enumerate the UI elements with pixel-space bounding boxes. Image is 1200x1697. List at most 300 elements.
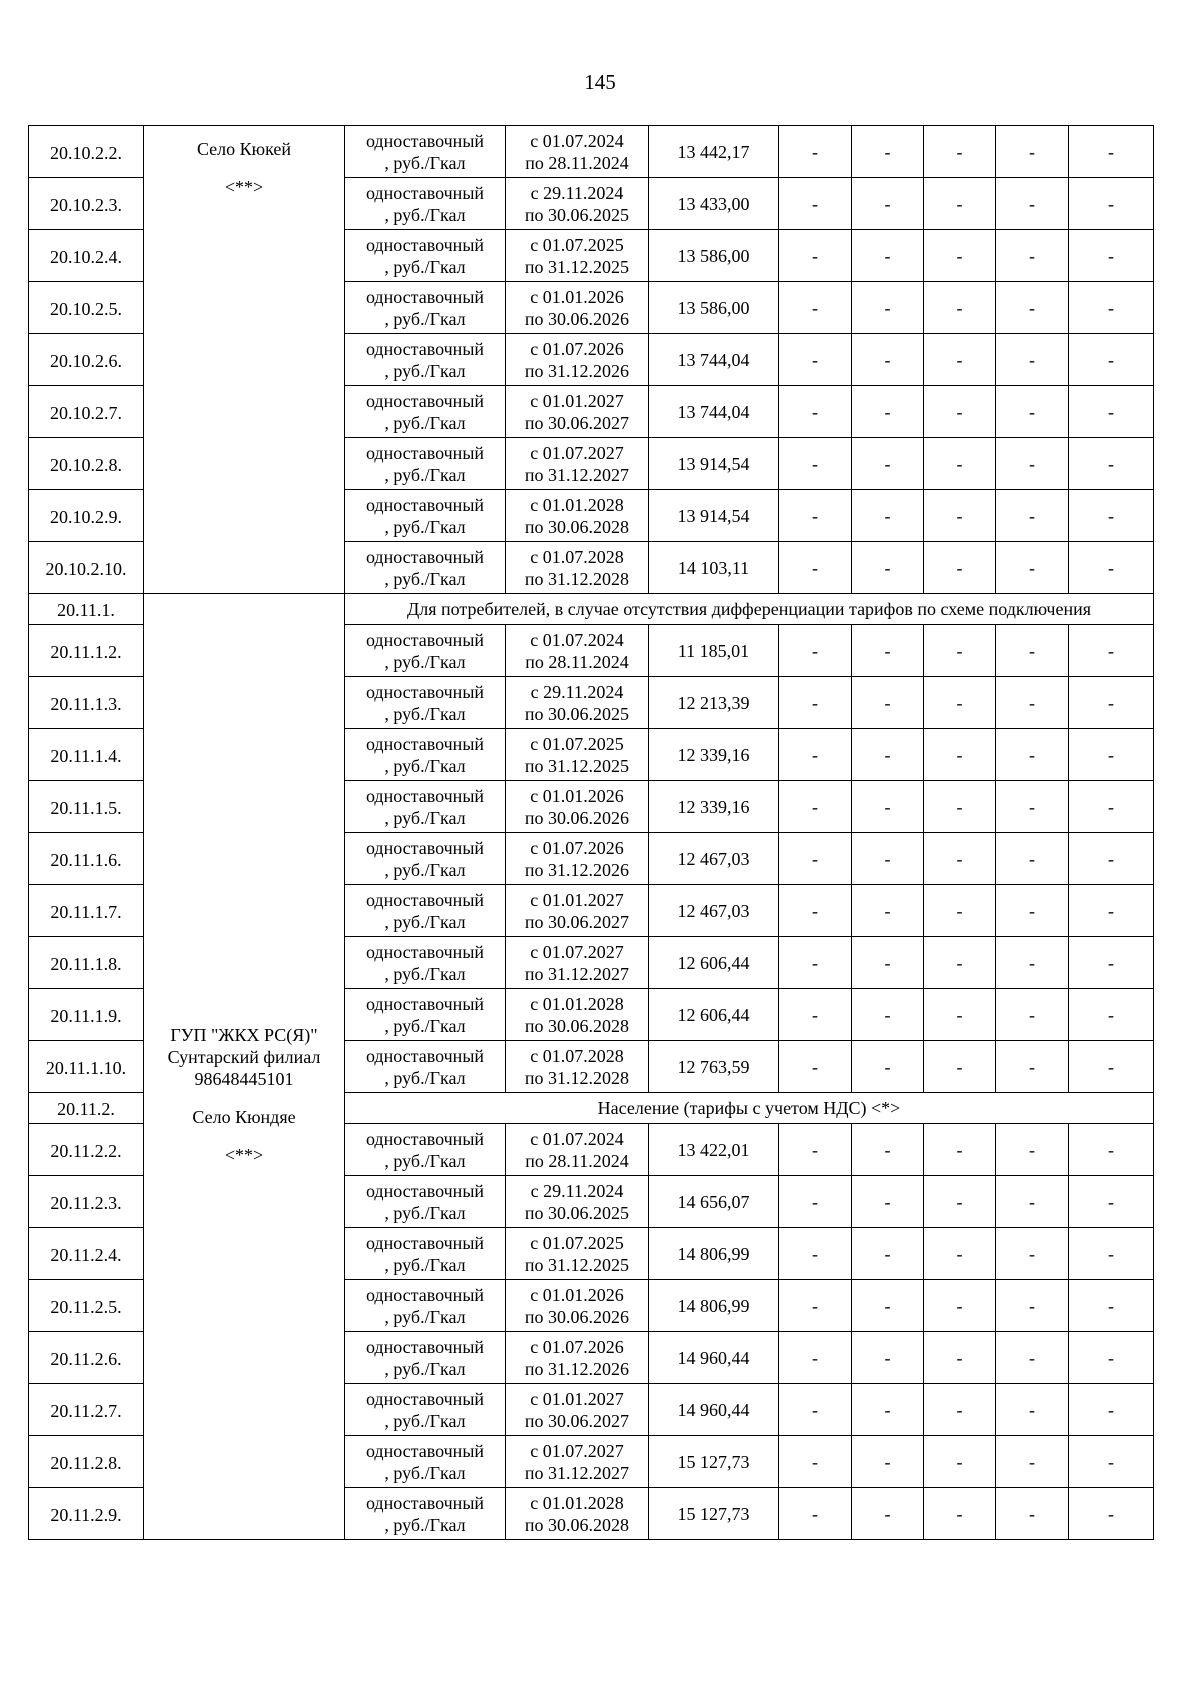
tariff-type (345, 677, 506, 729)
period-end: по 30.06.2028 (524, 516, 630, 537)
row-code: 20.10.2.3. (29, 178, 144, 230)
empty-value-dash: - (924, 833, 996, 885)
empty-value-dash: - (779, 1436, 852, 1488)
validity-period (506, 989, 649, 1041)
period-start: с 01.07.2025 (530, 733, 624, 754)
tariff-type-line2: , руб./Гкал (384, 859, 466, 880)
row-code: 20.10.2.4. (29, 230, 144, 282)
period-start: с 01.07.2026 (530, 837, 624, 858)
empty-value-dash: - (1069, 885, 1154, 937)
tariff-type-line2: , руб./Гкал (384, 1150, 466, 1171)
empty-value-dash: - (924, 885, 996, 937)
row-code: 20.10.2.2. (29, 126, 144, 178)
empty-value-dash: - (852, 1436, 924, 1488)
tariff-type (345, 126, 506, 178)
empty-value-dash: - (779, 989, 852, 1041)
tariff-type (345, 178, 506, 230)
period-start: с 01.07.2027 (530, 941, 624, 962)
period-end: по 31.12.2027 (524, 963, 630, 984)
tariff-type-line2: , руб./Гкал (384, 464, 466, 485)
period-start: с 01.01.2028 (530, 1492, 624, 1513)
tariff-type-line2: , руб./Гкал (384, 412, 466, 433)
row-code: 20.11.2.6. (29, 1332, 144, 1384)
empty-value-dash: - (996, 282, 1069, 334)
period-end: по 31.12.2027 (524, 464, 630, 485)
empty-value-dash: - (779, 1176, 852, 1228)
tariff-type (345, 781, 506, 833)
empty-value-dash: - (1069, 833, 1154, 885)
tariff-type-line1: одноставочный (365, 1388, 485, 1409)
row-code: 20.10.2.8. (29, 438, 144, 490)
table-row (29, 126, 1154, 178)
tariff-type (345, 386, 506, 438)
empty-value-dash: - (1069, 178, 1154, 230)
tariff-type-line2: , руб./Гкал (384, 651, 466, 672)
empty-value-dash: - (779, 1280, 852, 1332)
empty-value-dash: - (852, 833, 924, 885)
tariff-type (345, 1124, 506, 1176)
section-title: Население (тарифы с учетом НДС) <*> (345, 1093, 1154, 1124)
empty-value-dash: - (996, 1488, 1069, 1540)
tariff-value: 13 744,04 (649, 386, 779, 438)
period-end: по 31.12.2026 (524, 1358, 630, 1379)
empty-value-dash: - (1069, 230, 1154, 282)
period-end: по 30.06.2025 (524, 1202, 630, 1223)
empty-value-dash: - (1069, 126, 1154, 178)
period-end: по 30.06.2027 (524, 1410, 630, 1431)
footnote-mark: <**> (224, 1145, 264, 1165)
empty-value-dash: - (924, 1332, 996, 1384)
validity-period (506, 1041, 649, 1093)
empty-value-dash: - (996, 1436, 1069, 1488)
tariff-type-line1: одноставочный (365, 941, 485, 962)
validity-period (506, 230, 649, 282)
empty-value-dash: - (996, 178, 1069, 230)
empty-value-dash: - (924, 230, 996, 282)
period-end: по 30.06.2028 (524, 1514, 630, 1535)
period-end: по 31.12.2028 (524, 1067, 630, 1088)
empty-value-dash: - (852, 1041, 924, 1093)
tariff-type-line2: , руб./Гкал (384, 204, 466, 225)
period-start: с 01.07.2025 (530, 1232, 624, 1253)
tariff-type (345, 1488, 506, 1540)
validity-period (506, 781, 649, 833)
empty-value-dash: - (779, 781, 852, 833)
empty-value-dash: - (924, 1280, 996, 1332)
empty-value-dash: - (1069, 1176, 1154, 1228)
tariff-value: 14 960,44 (649, 1332, 779, 1384)
empty-value-dash: - (852, 989, 924, 1041)
period-end: по 31.12.2028 (524, 568, 630, 589)
empty-value-dash: - (852, 438, 924, 490)
empty-value-dash: - (1069, 334, 1154, 386)
empty-value-dash: - (852, 625, 924, 677)
empty-value-dash: - (779, 729, 852, 781)
empty-value-dash: - (996, 542, 1069, 594)
empty-value-dash: - (996, 126, 1069, 178)
tariff-type (345, 1384, 506, 1436)
tariff-value: 14 960,44 (649, 1384, 779, 1436)
validity-period (506, 833, 649, 885)
tariff-type-line1: одноставочный (365, 338, 485, 359)
org-oktmo: 98648445101 (194, 1069, 294, 1089)
row-code: 20.11.1.9. (29, 989, 144, 1041)
empty-value-dash: - (852, 1280, 924, 1332)
empty-value-dash: - (852, 781, 924, 833)
tariff-value: 12 467,03 (649, 885, 779, 937)
period-start: с 01.07.2024 (530, 1128, 624, 1149)
tariff-value: 11 185,01 (649, 625, 779, 677)
empty-value-dash: - (1069, 781, 1154, 833)
period-end: по 30.06.2026 (524, 807, 630, 828)
org-name: ГУП "ЖКХ РС(Я)" (170, 1025, 318, 1045)
period-start: с 01.07.2024 (530, 629, 624, 650)
validity-period (506, 1280, 649, 1332)
row-code: 20.11.1.5. (29, 781, 144, 833)
tariff-type-line2: , руб./Гкал (384, 755, 466, 776)
empty-value-dash: - (996, 1124, 1069, 1176)
empty-value-dash: - (1069, 542, 1154, 594)
row-code: 20.11.2.3. (29, 1176, 144, 1228)
empty-value-dash: - (996, 1384, 1069, 1436)
validity-period (506, 1488, 649, 1540)
tariff-value: 14 656,07 (649, 1176, 779, 1228)
empty-value-dash: - (1069, 438, 1154, 490)
empty-value-dash: - (852, 1228, 924, 1280)
tariff-type-line1: одноставочный (365, 889, 485, 910)
tariff-type-line1: одноставочный (365, 1128, 485, 1149)
tariff-type-line1: одноставочный (365, 1492, 485, 1513)
empty-value-dash: - (1069, 729, 1154, 781)
period-end: по 30.06.2025 (524, 703, 630, 724)
empty-value-dash: - (779, 490, 852, 542)
row-code: 20.11.2.4. (29, 1228, 144, 1280)
period-end: по 30.06.2028 (524, 1015, 630, 1036)
period-end: по 30.06.2026 (524, 1306, 630, 1327)
tariff-type (345, 833, 506, 885)
empty-value-dash: - (1069, 1436, 1154, 1488)
empty-value-dash: - (852, 1124, 924, 1176)
empty-value-dash: - (924, 334, 996, 386)
empty-value-dash: - (852, 386, 924, 438)
row-code: 20.11.2.8. (29, 1436, 144, 1488)
tariff-type-line2: , руб./Гкал (384, 516, 466, 537)
row-code: 20.10.2.7. (29, 386, 144, 438)
empty-value-dash: - (924, 625, 996, 677)
period-end: по 31.12.2025 (524, 1254, 630, 1275)
empty-value-dash: - (779, 885, 852, 937)
empty-value-dash: - (924, 386, 996, 438)
period-start: с 01.07.2028 (530, 546, 624, 567)
tariff-type-line1: одноставочный (365, 785, 485, 806)
empty-value-dash: - (924, 178, 996, 230)
tariff-value: 12 213,39 (649, 677, 779, 729)
tariff-value: 14 103,11 (649, 542, 779, 594)
tariff-value: 13 442,17 (649, 126, 779, 178)
empty-value-dash: - (779, 1041, 852, 1093)
validity-period (506, 438, 649, 490)
village-name: Село Кюндяе (192, 1107, 296, 1127)
village-name: Село Кюкей (196, 139, 292, 159)
tariff-type-line1: одноставочный (365, 442, 485, 463)
row-code: 20.11.1.3. (29, 677, 144, 729)
period-end: по 28.11.2024 (525, 1150, 629, 1171)
tariff-type-line1: одноставочный (365, 130, 485, 151)
period-start: с 01.01.2028 (530, 993, 624, 1014)
empty-value-dash: - (852, 729, 924, 781)
empty-value-dash: - (996, 729, 1069, 781)
tariff-type-line1: одноставочный (365, 681, 485, 702)
validity-period (506, 1176, 649, 1228)
row-code: 20.11.1.2. (29, 625, 144, 677)
row-code: 20.11.2.9. (29, 1488, 144, 1540)
period-start: с 01.01.2026 (530, 1284, 624, 1305)
tariff-type (345, 1436, 506, 1488)
empty-value-dash: - (924, 490, 996, 542)
tariff-type (345, 1228, 506, 1280)
empty-value-dash: - (1069, 989, 1154, 1041)
tariff-type-line2: , руб./Гкал (384, 1254, 466, 1275)
period-start: с 01.07.2027 (530, 442, 624, 463)
tariff-type (345, 490, 506, 542)
validity-period (506, 126, 649, 178)
tariff-type-line2: , руб./Гкал (384, 963, 466, 984)
empty-value-dash: - (996, 1332, 1069, 1384)
empty-value-dash: - (1069, 1280, 1154, 1332)
period-start: с 01.01.2028 (530, 494, 624, 515)
empty-value-dash: - (996, 386, 1069, 438)
period-end: по 31.12.2026 (524, 859, 630, 880)
validity-period (506, 1384, 649, 1436)
tariff-value: 14 806,99 (649, 1228, 779, 1280)
empty-value-dash: - (779, 625, 852, 677)
tariff-type (345, 230, 506, 282)
tariff-type-line1: одноставочный (365, 234, 485, 255)
empty-value-dash: - (779, 833, 852, 885)
empty-value-dash: - (779, 1228, 852, 1280)
row-code: 20.11.2. (29, 1093, 144, 1124)
tariff-type-line2: , руб./Гкал (384, 360, 466, 381)
empty-value-dash: - (852, 1332, 924, 1384)
empty-value-dash: - (1069, 1041, 1154, 1093)
empty-value-dash: - (852, 937, 924, 989)
period-start: с 29.11.2024 (530, 182, 624, 203)
empty-value-dash: - (996, 937, 1069, 989)
validity-period (506, 386, 649, 438)
empty-value-dash: - (1069, 937, 1154, 989)
period-start: с 01.07.2027 (530, 1440, 624, 1461)
section-title: Для потребителей, в случае отсутствия дифференциации тарифов по схеме подключения (345, 594, 1154, 625)
empty-value-dash: - (779, 126, 852, 178)
validity-period (506, 885, 649, 937)
tariff-type-line2: , руб./Гкал (384, 152, 466, 173)
tariff-type-line1: одноставочный (365, 494, 485, 515)
empty-value-dash: - (1069, 282, 1154, 334)
empty-value-dash: - (924, 937, 996, 989)
period-start: с 01.07.2026 (530, 338, 624, 359)
empty-value-dash: - (996, 625, 1069, 677)
period-end: по 30.06.2025 (524, 204, 630, 225)
period-end: по 28.11.2024 (525, 152, 629, 173)
tariff-type-line1: одноставочный (365, 546, 485, 567)
empty-value-dash: - (779, 178, 852, 230)
empty-value-dash: - (924, 542, 996, 594)
empty-value-dash: - (1069, 1332, 1154, 1384)
period-start: с 01.07.2028 (530, 1045, 624, 1066)
tariff-value: 15 127,73 (649, 1488, 779, 1540)
row-code: 20.10.2.6. (29, 334, 144, 386)
validity-period (506, 542, 649, 594)
tariff-value: 12 467,03 (649, 833, 779, 885)
tariff-type-line2: , руб./Гкал (384, 568, 466, 589)
row-code: 20.11.1.10. (29, 1041, 144, 1093)
tariff-value: 12 763,59 (649, 1041, 779, 1093)
validity-period (506, 334, 649, 386)
empty-value-dash: - (779, 1124, 852, 1176)
tariff-type-line1: одноставочный (365, 390, 485, 411)
period-end: по 31.12.2027 (524, 1462, 630, 1483)
tariff-type-line1: одноставочный (365, 1232, 485, 1253)
empty-value-dash: - (779, 334, 852, 386)
tariff-value: 12 606,44 (649, 989, 779, 1041)
empty-value-dash: - (852, 282, 924, 334)
tariff-value: 13 586,00 (649, 282, 779, 334)
empty-value-dash: - (996, 989, 1069, 1041)
tariff-type-line2: , руб./Гкал (384, 1410, 466, 1431)
row-code: 20.11.1.6. (29, 833, 144, 885)
empty-value-dash: - (924, 781, 996, 833)
empty-value-dash: - (852, 677, 924, 729)
tariff-type-line2: , руб./Гкал (384, 911, 466, 932)
tariff-type-line2: , руб./Гкал (384, 1306, 466, 1327)
period-end: по 30.06.2027 (524, 911, 630, 932)
tariff-type-line1: одноставочный (365, 1440, 485, 1461)
validity-period (506, 282, 649, 334)
tariff-type-line1: одноставочный (365, 837, 485, 858)
tariff-type (345, 885, 506, 937)
tariff-value: 14 806,99 (649, 1280, 779, 1332)
empty-value-dash: - (779, 230, 852, 282)
tariff-value: 15 127,73 (649, 1436, 779, 1488)
tariff-type (345, 729, 506, 781)
empty-value-dash: - (779, 438, 852, 490)
row-code: 20.11.1. (29, 594, 144, 625)
validity-period (506, 1228, 649, 1280)
empty-value-dash: - (924, 1228, 996, 1280)
empty-value-dash: - (996, 490, 1069, 542)
empty-value-dash: - (1069, 1384, 1154, 1436)
row-code: 20.10.2.5. (29, 282, 144, 334)
empty-value-dash: - (779, 1384, 852, 1436)
period-end: по 31.12.2025 (524, 755, 630, 776)
empty-value-dash: - (996, 230, 1069, 282)
tariff-table-body (29, 126, 1154, 1540)
empty-value-dash: - (996, 1228, 1069, 1280)
empty-value-dash: - (779, 542, 852, 594)
period-end: по 30.06.2026 (524, 308, 630, 329)
tariff-type-line2: , руб./Гкал (384, 1358, 466, 1379)
tariff-type (345, 1176, 506, 1228)
tariff-type-line1: одноставочный (365, 733, 485, 754)
empty-value-dash: - (1069, 1228, 1154, 1280)
empty-value-dash: - (924, 729, 996, 781)
row-code: 20.11.2.7. (29, 1384, 144, 1436)
tariff-type (345, 1332, 506, 1384)
tariff-type (345, 1041, 506, 1093)
tariff-type-line1: одноставочный (365, 182, 485, 203)
empty-value-dash: - (924, 1488, 996, 1540)
tariff-type (345, 1280, 506, 1332)
row-code: 20.10.2.10. (29, 542, 144, 594)
row-code: 20.11.1.4. (29, 729, 144, 781)
validity-period (506, 625, 649, 677)
period-start: с 01.07.2026 (530, 1336, 624, 1357)
row-code: 20.11.1.8. (29, 937, 144, 989)
validity-period (506, 1436, 649, 1488)
empty-value-dash: - (1069, 677, 1154, 729)
tariff-value: 12 606,44 (649, 937, 779, 989)
empty-value-dash: - (1069, 386, 1154, 438)
row-code: 20.10.2.9. (29, 490, 144, 542)
tariff-type-line1: одноставочный (365, 1336, 485, 1357)
tariff-value: 13 422,01 (649, 1124, 779, 1176)
org-cell-main (144, 594, 345, 1540)
tariff-type-line2: , руб./Гкал (384, 1067, 466, 1088)
empty-value-dash: - (924, 1124, 996, 1176)
empty-value-dash: - (924, 1041, 996, 1093)
empty-value-dash: - (996, 334, 1069, 386)
row-code: 20.11.2.5. (29, 1280, 144, 1332)
tariff-table (28, 125, 1154, 1540)
tariff-value: 13 744,04 (649, 334, 779, 386)
empty-value-dash: - (852, 490, 924, 542)
empty-value-dash: - (852, 885, 924, 937)
empty-value-dash: - (924, 989, 996, 1041)
tariff-type (345, 625, 506, 677)
validity-period (506, 937, 649, 989)
empty-value-dash: - (996, 833, 1069, 885)
tariff-type (345, 438, 506, 490)
tariff-type-line2: , руб./Гкал (384, 1015, 466, 1036)
period-start: с 01.01.2027 (530, 1388, 624, 1409)
row-code: 20.11.2.2. (29, 1124, 144, 1176)
tariff-type-line2: , руб./Гкал (384, 308, 466, 329)
period-end: по 31.12.2025 (524, 256, 630, 277)
empty-value-dash: - (996, 1176, 1069, 1228)
empty-value-dash: - (779, 1488, 852, 1540)
tariff-type-line2: , руб./Гкал (384, 256, 466, 277)
tariff-type-line2: , руб./Гкал (384, 807, 466, 828)
tariff-type-line1: одноставочный (365, 993, 485, 1014)
period-start: с 29.11.2024 (530, 681, 624, 702)
tariff-value: 13 433,00 (649, 178, 779, 230)
empty-value-dash: - (779, 386, 852, 438)
validity-period (506, 729, 649, 781)
validity-period (506, 178, 649, 230)
tariff-value: 13 586,00 (649, 230, 779, 282)
tariff-value: 12 339,16 (649, 729, 779, 781)
empty-value-dash: - (852, 126, 924, 178)
tariff-type-line1: одноставочный (365, 629, 485, 650)
empty-value-dash: - (1069, 1488, 1154, 1540)
empty-value-dash: - (852, 1384, 924, 1436)
footnote-mark: <**> (224, 177, 264, 197)
tariff-value: 13 914,54 (649, 438, 779, 490)
row-code: 20.11.1.7. (29, 885, 144, 937)
tariff-type-line1: одноставочный (365, 286, 485, 307)
empty-value-dash: - (779, 677, 852, 729)
validity-period (506, 677, 649, 729)
